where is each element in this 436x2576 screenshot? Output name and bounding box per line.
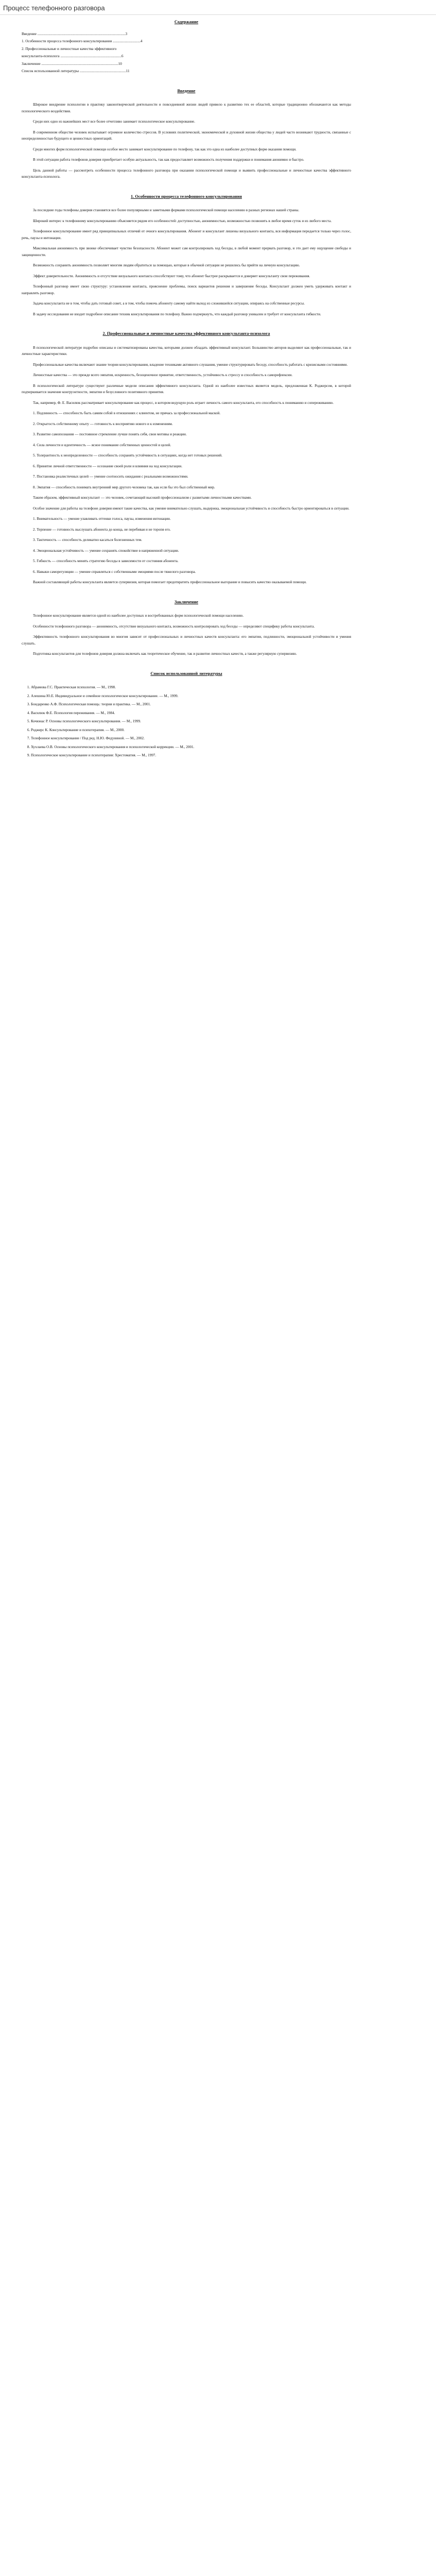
section1-paragraph: Эффект доверительности. Анонимность и отсутствие визуального контакта способствуют тому, что абонент быстрее раскрывается и доверяет консультанту свои переживания. <box>33 274 310 278</box>
toc-item <box>22 31 351 38</box>
toc-item-label: 2. Профессиональные и личностные качества эффективного <box>22 46 117 51</box>
intro-paragraph: В современном обществе человек испытывает огромное количество стрессов. В условиях политической, экономической и духовной жизни общества у людей часто возникают трудности, связанные с неопределенностью будущего и ценностных ориентаций. <box>22 130 351 141</box>
toc-item-page: 10 <box>118 61 122 66</box>
section2-paragraph: 2. Терпение — готовность выслушать абонента до конца, не перебивая и не торопя его. <box>33 527 171 532</box>
toc-item-label: Список использованной литературы <box>22 69 79 73</box>
conclusion-paragraph: Эффективность телефонного консультирования во многом зависит от профессиональных и личностных качеств консультанта: его эмпатии, подлинности, эмоциональной устойчивости и умения слушать. <box>22 635 351 646</box>
intro-paragraph: Цель данной работы — рассмотреть особенности процесса телефонного разговора при оказании психологической помощи и выявить профессиональные и личностные качества эффективного консультанта-психолога. <box>22 168 351 179</box>
section2-paragraph: Так, например, Ф. Е. Василюк рассматривает консультирование как процесс, в котором ведущую роль играет личность самого консультанта, его способность к пониманию и сопереживанию. <box>33 400 334 405</box>
reference-item: 6. Роджерс К. Консультирование и психотерапия. — М., 2000. <box>31 727 351 734</box>
section2-paragraph: 6. Навыки саморегуляции — умение справляться с собственными эмоциями после тяжелого разговора. <box>33 569 196 574</box>
section2-title: 2. Профессиональные и личностные качества эффективного консультанта-психолога <box>102 331 270 336</box>
section2-paragraph: 8. Эмпатия — способность понимать внутренний мир другого человека так, как если бы это был собственный мир. <box>33 485 215 489</box>
reference-item: 7. Телефонное консультирование / Под ред. Н.Ю. Федуниной. — М., 2002. <box>31 735 351 742</box>
reference-item: 5. Кочюнас Р. Основы психологического консультирования. — М., 1999. <box>31 718 351 725</box>
section2-paragraph: В психологической литературе существуют различные модели описания эффективного консультанта. Одной из наиболее известных является модель, предложенная К. Роджерсом, в которой подчеркивается значение конгруэнтности, эмпатии и безусловного позитивного принятия. <box>22 383 351 394</box>
section2-paragraph: 1. Внимательность — умение улавливать оттенки голоса, паузы, изменения интонации. <box>33 517 171 521</box>
section2-paragraph: 7. Постановка реалистичных целей — умение соотносить ожидания с реальными возможностями. <box>33 474 188 479</box>
section1-paragraph: Задача консультанта не в том, чтобы дать готовый совет, а в том, чтобы помочь абоненту самому найти выход из сложившейся ситуации, опираясь на собственные ресурсы. <box>33 301 305 306</box>
section2-body <box>22 345 351 586</box>
section2-paragraph: 4. Сила личности и идентичность — ясное понимание собственных ценностей и целей. <box>33 443 171 447</box>
toc-item <box>22 61 351 67</box>
toc-item-dots: ................................................................................... <box>40 61 118 66</box>
intro-paragraph: В этой ситуации работа телефонов доверия приобретает особую актуальность, так как предоставляет возможность получения поддержки и понимания анонимно и быстро. <box>33 158 304 162</box>
section1-title: 1. Особенности процесса телефонного консультирования <box>131 194 242 199</box>
intro-paragraph: Среди многих форм психологической помощи особое место занимает консультирование по телефону, так как это одна из наиболее доступных форм оказания помощи. <box>33 147 297 151</box>
reference-item: 3. Бондаренко А.Ф. Психологическая помощь: теория и практика. — М., 2001. <box>31 701 351 708</box>
section1-paragraph: Широкий интерес к телефонному консультированию объясняется рядом его особенностей: доступностью, анонимностью, возможностью позвонить в любое время суток и из любого места. <box>33 218 332 223</box>
intro-title: Введение <box>177 88 196 93</box>
toc <box>22 19 351 75</box>
section1-paragraph: Телефонный разговор имеет свою структуру: установление контакта, прояснение проблемы, поиск вариантов решения и завершение беседы. Консультант должен уметь удерживать контакт и направлять разговор. <box>22 284 351 295</box>
toc-item-label: Заключение <box>22 61 41 66</box>
toc-item <box>22 46 351 53</box>
section2-paragraph: 3. Развитие самопознания — постоянное стремление лучше понять себя, свои мотивы и реакции. <box>33 432 187 436</box>
toc-item-page: 6 <box>121 54 124 58</box>
section2-paragraph: 2. Открытость собственному опыту — готовность к восприятию нового и к изменениям. <box>33 421 173 426</box>
section2-paragraph: 5. Гибкость — способность менять стратегию беседы в зависимости от состояния абонента. <box>33 559 179 563</box>
conclusion-paragraph: Особенности телефонного разговора — анонимность, отсутствие визуального контакта, возможность контролировать ход беседы — определяют специфику работы консультанта. <box>33 624 315 629</box>
conclusion-paragraph: Телефонное консультирование является одной из наиболее доступных и востребованных форм психологической помощи населению. <box>33 614 244 618</box>
toc-item-label: консультанта-психолога <box>22 54 60 58</box>
section2-paragraph: 6. Принятие личной ответственности — осознание своей роли и влияния на ход консультации. <box>33 464 183 468</box>
toc-item-page: 4 <box>140 39 143 43</box>
section1-paragraph: Телефонное консультирование имеет ряд принципиальных отличий от очного консультирования. Абонент и консультант лишены визуального контакта, вся информация передается только через голос, речь, паузы и интонации. <box>22 229 351 240</box>
toc-item-label: 1. Особенности процесса телефонного консультирования <box>22 39 112 43</box>
reference-item: 4. Василюк Ф.Е. Психология переживания. — М., 1984. <box>31 710 351 717</box>
reference-item: 9. Психологическое консультирование и психотерапия: Хрестоматия. — М., 1997. <box>31 752 351 759</box>
section2-paragraph: 4. Эмоциональная устойчивость — умение сохранять спокойствие в напряженной ситуации. <box>33 548 179 553</box>
page-header <box>0 0 436 15</box>
conclusion-title: Заключение <box>174 599 199 604</box>
section2-paragraph: В психологической литературе подробно описаны и систематизированы качества, которыми должен обладать эффективный консультант. Большинство авторов выделяют как профессиональные, так и личностные характеристики. <box>22 345 351 356</box>
toc-item-dots: .............................. <box>112 39 141 43</box>
section2-paragraph: 3. Тактичность — способность деликатно касаться болезненных тем. <box>33 538 142 542</box>
section2-paragraph: Профессиональные качества включают знание теории консультирования, владение техниками активного слушания, умение структурировать беседу, способность работать с кризисными состояниями. <box>33 362 348 367</box>
references-list <box>22 684 351 759</box>
toc-item-dots: .................................................. <box>79 69 126 73</box>
page-title: Процесс телефонного разговора <box>3 4 105 12</box>
conclusion-paragraph: Подготовка консультантов для телефонов доверия должна включать как теоретическое обучение, так и развитие личностных качеств, а также регулярную супервизию. <box>33 652 297 656</box>
toc-list <box>22 31 351 75</box>
toc-title: Содержание <box>174 20 199 24</box>
section1-paragraph: В задачу исследования не входит подробное описание техник консультирования по телефону. Важно подчеркнуть, что каждый разговор уникален и требует от консультанта гибкости. <box>33 312 321 316</box>
section1-paragraph: За последние годы телефоны доверия становятся все более популярными и заметными формами психологической помощи населению в разных регионах нашей страны. <box>33 208 300 212</box>
toc-item-page: 3 <box>125 31 128 36</box>
section2-paragraph: 1. Подлинность — способность быть самим собой в отношениях с клиентом, не прячась за профессиональной маской. <box>33 411 221 415</box>
section1-paragraph: Возможность сохранить анонимность позволяет многим людям обратиться за помощью, которые в обычной ситуации не решились бы прийти на личную консультацию. <box>33 263 300 267</box>
document <box>22 19 351 782</box>
references-title: Список использованной литературы <box>150 671 222 676</box>
intro-paragraph: Широкое внедрение психологии в практику законотворческой деятельности и повседневной жизни людей привело к развитию тех ее областей, которые традиционно обозначаются как методы психологического воздействия. <box>22 103 351 113</box>
toc-item-page: 11 <box>126 69 130 73</box>
toc-item-dots: .................................................................. <box>59 54 122 58</box>
intro-paragraph: Среди них одно из важнейших мест все более отчетливо занимает психологическое консультирование. <box>33 120 195 124</box>
reference-item: 2. Алешина Ю.Е. Индивидуальное и семейное психологическое консультирование. — М., 1999. <box>31 693 351 700</box>
section2-paragraph: 5. Толерантность к неопределенности — способность сохранять устойчивость в ситуациях, когда нет готовых решений. <box>33 453 222 457</box>
section2-paragraph: Таким образом, эффективный консультант — это человек, сочетающий высокий профессионализм с развитыми личностными качествами. <box>33 496 252 500</box>
conclusion-body <box>22 613 351 657</box>
section1-paragraph: Максимальная анонимность при звонке обеспечивает чувство безопасности. Абонент может сам контролировать ход беседы, в любой момент прервать разговор, и это дает ему ощущение свободы и защищенности. <box>22 246 351 257</box>
reference-item: 8. Хухлаева О.В. Основы психологического консультирования и психологической коррекции. — М., 2001. <box>31 744 351 751</box>
section2-paragraph: Личностные качества — это прежде всего эмпатия, искренность, безоценочное принятие, ответственность, устойчивость к стрессу и способность к саморефлексии. <box>33 373 293 377</box>
section1-body <box>22 207 351 317</box>
toc-item <box>22 53 351 60</box>
intro-body <box>22 101 351 180</box>
toc-item <box>22 38 351 45</box>
toc-item <box>22 68 351 75</box>
section2-paragraph: Особое значение для работы на телефоне доверия имеют такие качества, как умение внимательно слушать, выдержка, эмоциональная устойчивость и способность быстро ориентироваться в ситуации. <box>33 506 350 511</box>
toc-item-label: Введение <box>22 31 37 36</box>
toc-item-dots: ............................................................................................... <box>36 31 126 36</box>
section2-paragraph: Важной составляющей работы консультанта является супервизия, которая помогает предотвратить профессиональное выгорание и повысить качество оказываемой помощи. <box>33 580 307 584</box>
reference-item: 1. Абрамова Г.С. Практическая психология. — М., 1998. <box>31 684 351 691</box>
